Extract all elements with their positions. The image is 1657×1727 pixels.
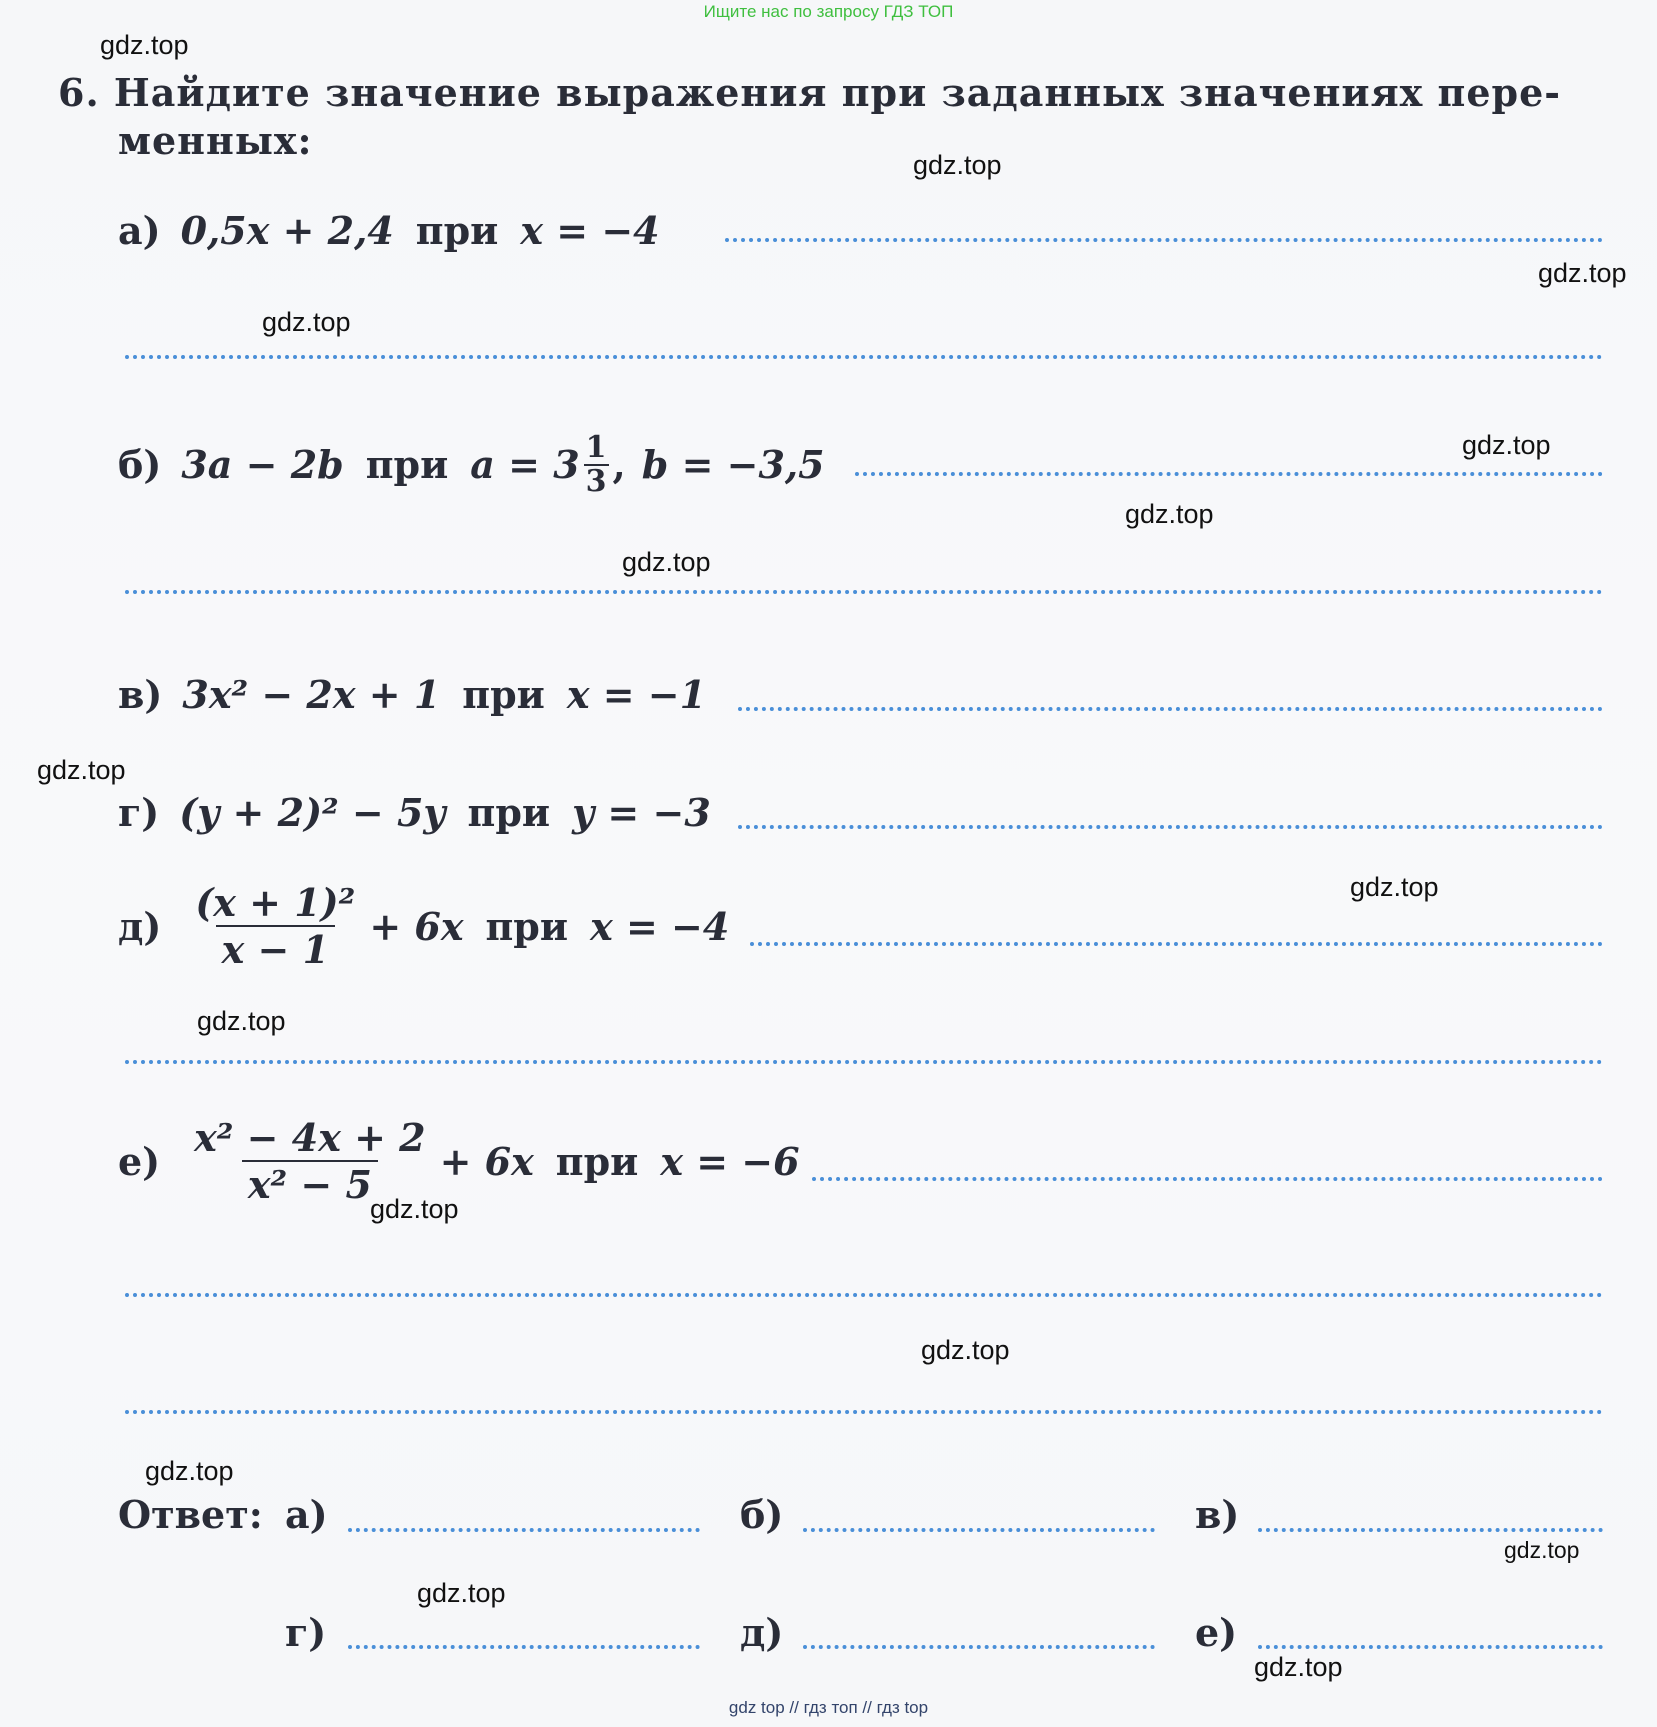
item-v: [118, 672, 706, 717]
item-d: [118, 880, 729, 972]
task-text-line1: Найдите значение выражения при заданных значениях пере-: [113, 70, 1562, 115]
item-e-numerator: x² − 4x + 2: [194, 1115, 426, 1160]
item-e-denominator: x² − 5: [242, 1160, 378, 1207]
answer-line[interactable]: [125, 1410, 1603, 1414]
mixed-fraction-denominator: 3: [585, 463, 607, 499]
watermark: gdz.top: [370, 1194, 459, 1224]
watermark: gdz.top: [1254, 1652, 1343, 1682]
watermark: gdz.top: [622, 547, 711, 577]
answer-line[interactable]: [125, 1060, 1603, 1064]
item-v-expression: 3x² − 2x + 1: [182, 672, 441, 717]
item-v-label: в): [118, 672, 163, 717]
item-a-condition: x = −4: [520, 208, 660, 253]
watermark: gdz.top: [145, 1456, 234, 1486]
answer-field-a[interactable]: [348, 1528, 700, 1532]
answer-line[interactable]: [125, 355, 1603, 359]
footer-links[interactable]: gdz top // гдз топ // гдз top: [728, 1698, 929, 1717]
mixed-fraction: [584, 432, 609, 497]
mixed-fraction-numerator: 1: [585, 430, 607, 465]
watermark: gdz.top: [1504, 1537, 1580, 1563]
item-d-denominator: x − 1: [216, 925, 335, 972]
watermark: gdz.top: [417, 1578, 506, 1608]
top-banner: Ищите нас по запросу ГДЗ ТОП: [703, 2, 954, 21]
answer-line[interactable]: [855, 472, 1603, 476]
item-e-word: при: [555, 1138, 639, 1184]
answer-label-d: д): [740, 1610, 784, 1655]
answer-line[interactable]: [812, 1177, 1603, 1181]
watermark: gdz.top: [197, 1006, 286, 1036]
watermark: gdz.top: [37, 755, 126, 785]
item-v-word: при: [462, 672, 545, 717]
task-number: 6.: [58, 70, 100, 115]
item-g-word: при: [467, 790, 551, 835]
answer-line[interactable]: [750, 942, 1603, 946]
answer-line[interactable]: [125, 1293, 1603, 1297]
answer-label-e: е): [1195, 1610, 1238, 1655]
item-b-comma: ,: [612, 442, 626, 487]
task-heading: [58, 70, 1561, 115]
answer-label-v: в): [1195, 1492, 1240, 1537]
answer-field-g[interactable]: [348, 1645, 700, 1649]
item-a-label: а): [118, 208, 161, 253]
item-e: [118, 1115, 800, 1207]
item-d-fraction: [189, 880, 361, 972]
item-d-rest: + 6x: [369, 903, 464, 949]
answer-line[interactable]: [725, 238, 1603, 242]
task-text-line2: менных:: [118, 118, 313, 163]
answer-field-e[interactable]: [1258, 1645, 1603, 1649]
item-a: [118, 208, 660, 253]
item-g-label: г): [118, 790, 160, 835]
item-b-label: б): [118, 442, 162, 487]
watermark: gdz.top: [262, 307, 351, 337]
answer-field-d[interactable]: [803, 1645, 1155, 1649]
watermark: gdz.top: [1538, 258, 1627, 288]
watermark: gdz.top: [1350, 872, 1439, 902]
item-b-word: при: [365, 442, 449, 487]
item-g-condition: y = −3: [572, 790, 711, 835]
answer-field-v[interactable]: [1258, 1528, 1603, 1532]
answer-label-a: а): [285, 1492, 328, 1537]
item-a-expression: 0,5x + 2,4: [180, 208, 394, 253]
item-g-expression: (y + 2)² − 5y: [179, 790, 446, 835]
item-v-condition: x = −1: [566, 672, 707, 717]
item-e-rest: + 6x: [439, 1138, 534, 1184]
answer-label-g: г): [285, 1610, 327, 1655]
item-a-word: при: [415, 208, 499, 253]
item-g: [118, 790, 711, 835]
item-e-label: е): [118, 1138, 161, 1184]
answer-line[interactable]: [738, 707, 1603, 711]
item-d-label: д): [118, 903, 162, 949]
item-e-condition: x = −6: [660, 1138, 800, 1184]
answer-field-b[interactable]: [803, 1528, 1155, 1532]
answer-label-b: б): [740, 1492, 784, 1537]
answer-title: Ответ:: [118, 1492, 263, 1537]
item-d-numerator: (x + 1)²: [195, 880, 356, 925]
item-b-condition-a: a = 3: [470, 442, 580, 487]
watermark: gdz.top: [100, 30, 189, 60]
item-b-condition-b: b = −3,5: [641, 442, 825, 487]
answer-line[interactable]: [125, 590, 1603, 594]
item-d-word: при: [485, 903, 569, 949]
item-b: [118, 432, 825, 497]
watermark: gdz.top: [913, 150, 1002, 180]
answer-line[interactable]: [738, 825, 1603, 829]
watermark: gdz.top: [1125, 499, 1214, 529]
watermark: gdz.top: [921, 1335, 1010, 1365]
item-d-condition: x = −4: [590, 903, 730, 949]
watermark: gdz.top: [1462, 430, 1551, 460]
item-b-expression: 3a − 2b: [181, 442, 344, 487]
